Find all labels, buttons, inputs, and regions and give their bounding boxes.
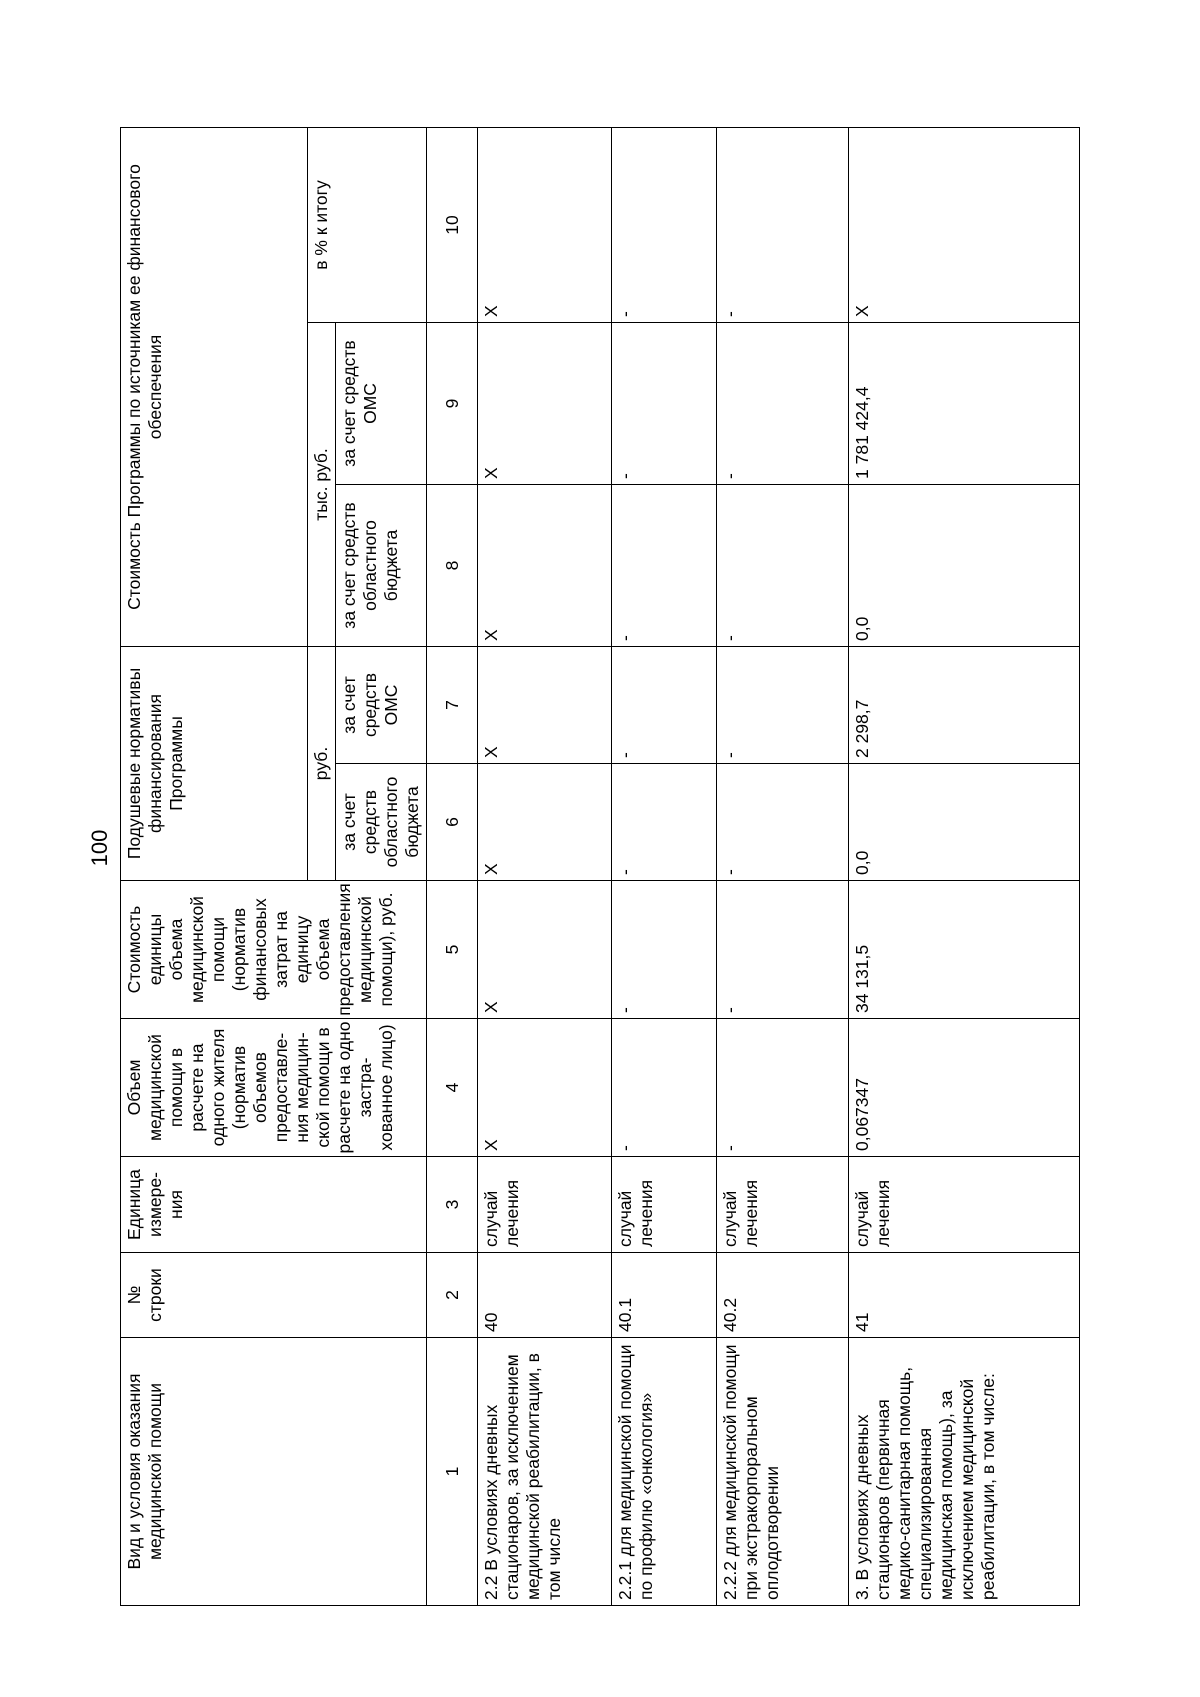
row-norm-oms: - bbox=[717, 646, 849, 763]
page-number: 100 bbox=[87, 829, 112, 867]
row-unit: случай лечения bbox=[848, 1157, 1079, 1253]
row-unit-cost: 34 131,5 bbox=[848, 881, 1079, 1019]
row-cost-oms: - bbox=[612, 322, 717, 484]
column-number: 2 bbox=[427, 1253, 478, 1338]
row-unit: случай лечения bbox=[478, 1157, 612, 1253]
row-line: 41 bbox=[848, 1253, 1079, 1338]
row-unit-cost: - bbox=[612, 881, 717, 1019]
row-norm-oms: 2 298,7 bbox=[848, 646, 1079, 763]
table-row bbox=[717, 127, 849, 1605]
column-number: 1 bbox=[427, 1338, 478, 1606]
row-volume: - bbox=[612, 1019, 717, 1157]
row-volume: X bbox=[478, 1019, 612, 1157]
table-row bbox=[478, 127, 612, 1605]
table-row bbox=[848, 127, 1079, 1605]
header-line-number: № строки bbox=[121, 1253, 427, 1338]
rotated-table-wrapper bbox=[120, 128, 1080, 1606]
column-numbers-row bbox=[427, 127, 478, 1605]
header-cost-oms: за счет средств ОМС bbox=[336, 322, 427, 484]
header-cost-budget: за счет средств областного бюджета bbox=[336, 484, 427, 646]
row-volume: - bbox=[717, 1019, 849, 1157]
header-unit-cost: Стоимость единицы объема медицинской помощи (норматив финансовых затрат на единицу объема предоставления медицинской помощи), руб. bbox=[121, 881, 427, 1019]
table-row bbox=[612, 127, 717, 1605]
header-per-capita-norms: Подушевые нормативы финансирования Программы bbox=[121, 646, 308, 880]
financing-table bbox=[120, 127, 1080, 1606]
row-name: 2.2 В условиях дневных стационаров, за исключением медицинской реабилитации, в том числе bbox=[478, 1338, 612, 1606]
column-number: 9 bbox=[427, 322, 478, 484]
row-percent: X bbox=[478, 127, 612, 322]
header-norms-unit: руб. bbox=[308, 646, 336, 880]
row-line: 40.2 bbox=[717, 1253, 849, 1338]
row-norm-oms: - bbox=[612, 646, 717, 763]
header-norm-oms: за счет средств ОМС bbox=[336, 646, 427, 763]
header-cost-unit: тыс. руб. bbox=[308, 322, 336, 646]
row-unit-cost: - bbox=[717, 881, 849, 1019]
row-norm-budget: X bbox=[478, 764, 612, 881]
row-percent: X bbox=[848, 127, 1079, 322]
row-line: 40 bbox=[478, 1253, 612, 1338]
row-name: 3. В условиях дневных стационаров (первичная медико-санитарная помощь, специализированная медицинская помощь), за исключением медицинской реабилитации, в том числе: bbox=[848, 1338, 1079, 1606]
column-number: 6 bbox=[427, 764, 478, 881]
row-name: 2.2.1 для медицинской помощи по профилю «онкология» bbox=[612, 1338, 717, 1606]
row-cost-oms: - bbox=[717, 322, 849, 484]
row-cost-budget: - bbox=[612, 484, 717, 646]
row-percent: - bbox=[717, 127, 849, 322]
row-volume: 0,067347 bbox=[848, 1019, 1079, 1157]
row-unit: случай лечения bbox=[717, 1157, 849, 1253]
column-number: 5 bbox=[427, 881, 478, 1019]
header-norm-budget: за счет средств областного бюджета bbox=[336, 764, 427, 881]
column-number: 3 bbox=[427, 1157, 478, 1253]
row-percent: - bbox=[612, 127, 717, 322]
row-line: 40.1 bbox=[612, 1253, 717, 1338]
row-norm-budget: 0,0 bbox=[848, 764, 1079, 881]
row-unit: случай лечения bbox=[612, 1157, 717, 1253]
column-number: 4 bbox=[427, 1019, 478, 1157]
column-number: 10 bbox=[427, 127, 478, 322]
row-norm-budget: - bbox=[612, 764, 717, 881]
header-kind: Вид и условия оказания медицинской помощи bbox=[121, 1338, 427, 1606]
row-cost-oms: 1 781 424,4 bbox=[848, 322, 1079, 484]
row-norm-budget: - bbox=[717, 764, 849, 881]
row-norm-oms: X bbox=[478, 646, 612, 763]
header-program-cost: Стоимость Программы по источникам ее финансового обеспечения bbox=[121, 127, 308, 646]
header-volume: Объем медицинской помощи в расчете на одного жителя (норматив объемов предоставле-ния медицин-ской помощи в расчете на одно застра-хованное лицо) bbox=[121, 1019, 427, 1157]
row-name: 2.2.2 для медицинской помощи при экстракорпоральном оплодотворении bbox=[717, 1338, 849, 1606]
header-unit: Единица измере-ния bbox=[121, 1157, 427, 1253]
row-cost-oms: X bbox=[478, 322, 612, 484]
row-cost-budget: X bbox=[478, 484, 612, 646]
column-number: 7 bbox=[427, 646, 478, 763]
column-number: 8 bbox=[427, 484, 478, 646]
row-unit-cost: X bbox=[478, 881, 612, 1019]
row-cost-budget: - bbox=[717, 484, 849, 646]
header-percent-total: в % к итогу bbox=[308, 127, 427, 322]
row-cost-budget: 0,0 bbox=[848, 484, 1079, 646]
